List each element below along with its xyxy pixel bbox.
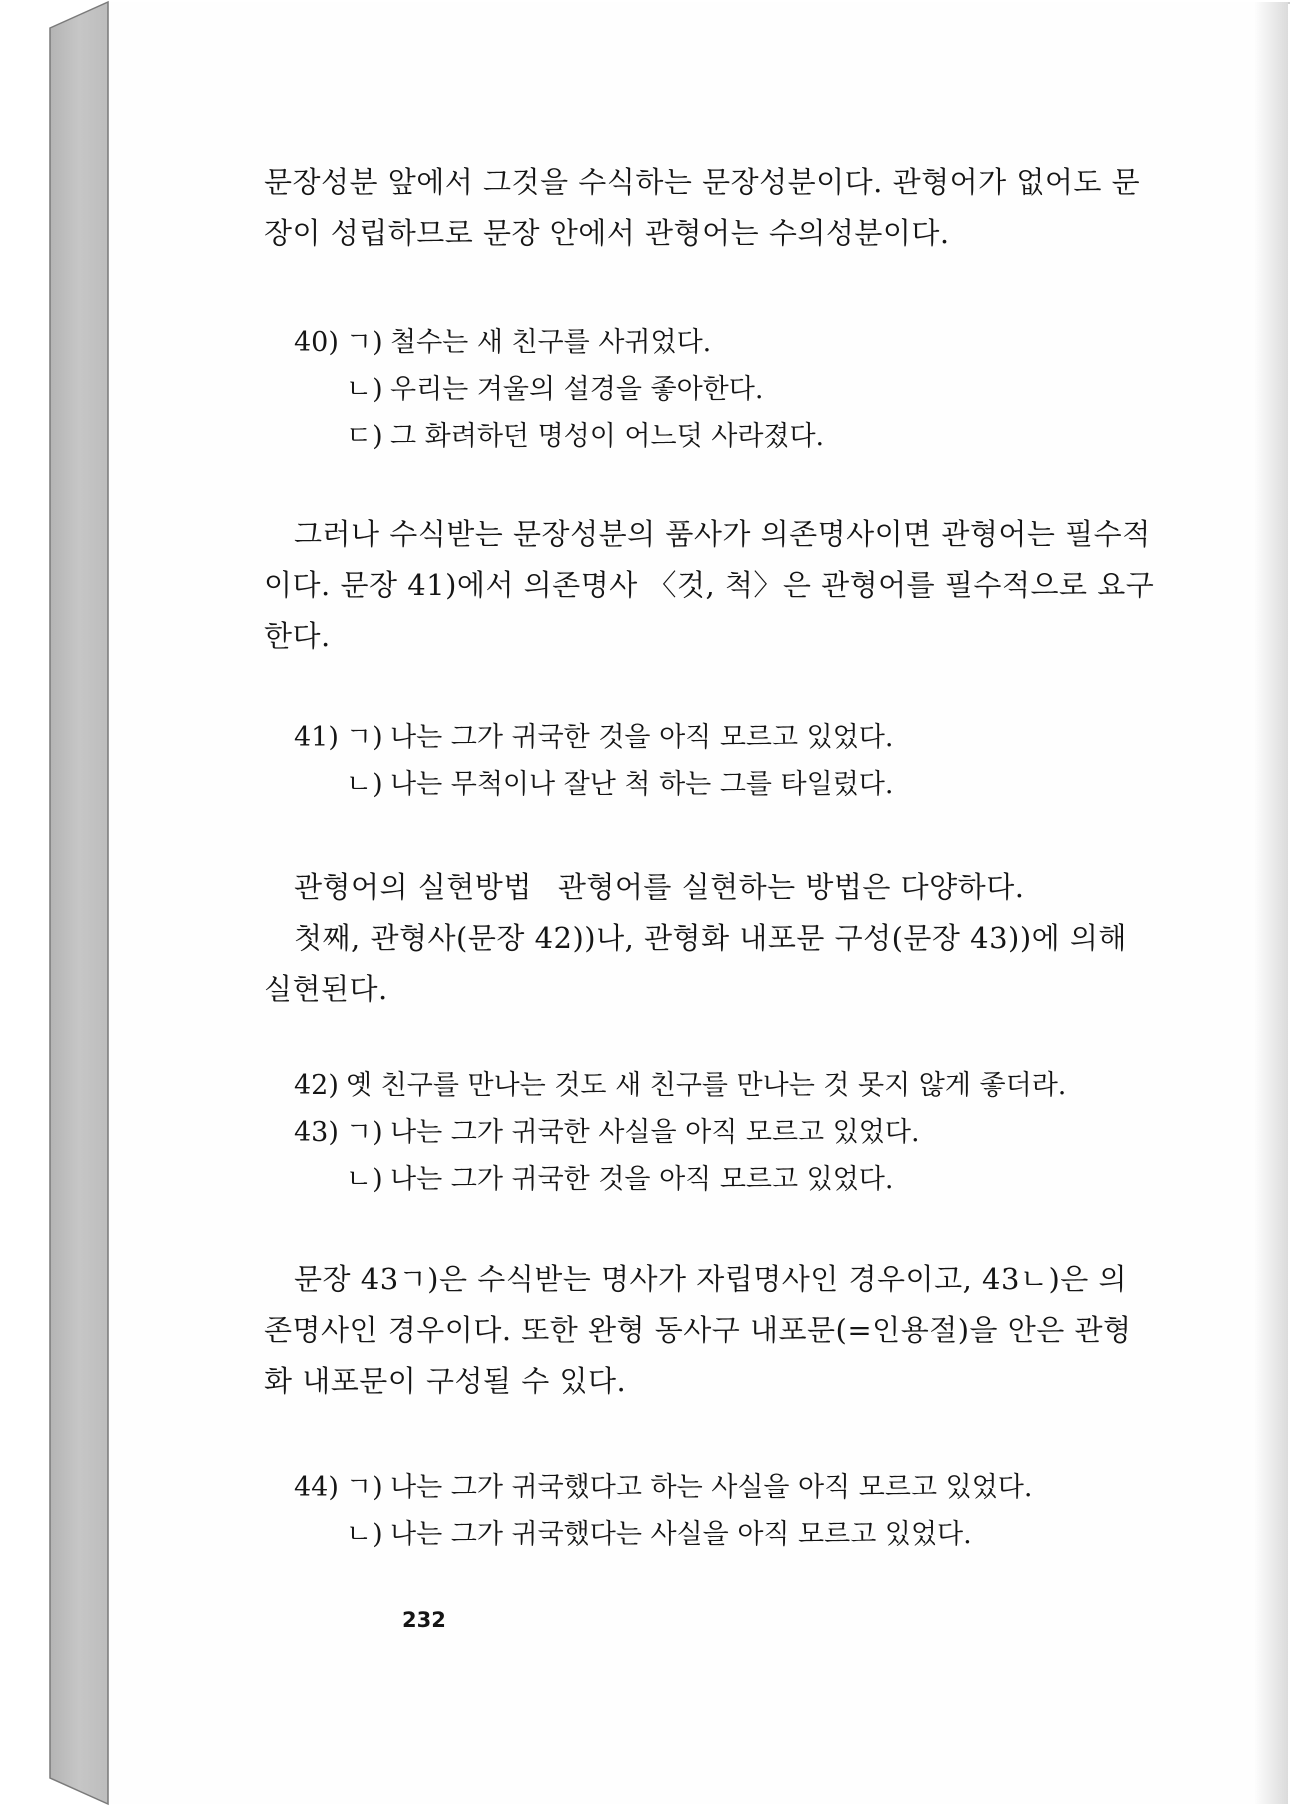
example-item <box>294 1109 1066 1156</box>
paragraph-3 <box>264 862 1179 1015</box>
example-text: 옛 친구를 만나는 것도 새 친구를 만나는 것 못지 않게 좋더라. <box>346 1070 1067 1101</box>
section-term: 관형어의 실현방법 <box>294 870 532 904</box>
paragraph-line: 화 내포문이 구성될 수 있다. <box>264 1364 627 1398</box>
page-edge-shadow <box>1254 2 1288 1804</box>
paragraph-line: 문장성분 앞에서 그것을 수식하는 문장성분이다. 관형어가 없어도 문 <box>264 165 1141 199</box>
item-marker: ㄱ) <box>346 1472 383 1503</box>
section-heading-line <box>264 862 1179 913</box>
example-number: 42) <box>294 1070 339 1101</box>
example-41 <box>294 714 893 808</box>
example-42-43 <box>294 1062 1066 1203</box>
example-item <box>294 319 824 366</box>
paragraph-line: 첫째, 관형사(문장 42))나, 관형화 내포문 구성(문장 43))에 의해 <box>294 921 1127 955</box>
example-item <box>294 1156 1066 1203</box>
paragraph-1 <box>264 157 1179 259</box>
example-44 <box>294 1464 1032 1558</box>
item-marker: ㄱ) <box>346 722 383 753</box>
paragraph-2 <box>264 509 1179 662</box>
section-term-text: 관형어를 실현하는 방법은 다양하다. <box>557 870 1025 904</box>
example-text: 철수는 새 친구를 사귀었다. <box>390 327 712 358</box>
example-item <box>294 1062 1066 1109</box>
example-item <box>294 1511 1032 1558</box>
paragraph-4 <box>264 1254 1179 1407</box>
item-marker: ㄱ) <box>346 1117 383 1148</box>
example-text: 우리는 겨울의 설경을 좋아한다. <box>390 374 764 405</box>
item-marker: ㄴ) <box>346 769 383 800</box>
example-number: 44) <box>294 1472 339 1503</box>
example-number: 40) <box>294 327 339 358</box>
paragraph-line: 그러나 수식받는 문장성분의 품사가 의존명사이면 관형어는 필수적 <box>294 517 1151 551</box>
example-item <box>294 1464 1032 1511</box>
paragraph-line: 이다. 문장 41)에서 의존명사 〈것, 척〉은 관형어를 필수적으로 요구 <box>264 568 1155 602</box>
example-text: 나는 그가 귀국한 사실을 아직 모르고 있었다. <box>390 1117 920 1148</box>
example-text: 그 화려하던 명성이 어느덧 사라졌다. <box>390 421 825 452</box>
paragraph-line: 실현된다. <box>264 972 388 1006</box>
paragraph-line: 존명사인 경우이다. 또한 완형 동사구 내포문(=인용절)을 안은 관형 <box>264 1313 1132 1347</box>
item-marker: ㄴ) <box>346 1519 383 1550</box>
paragraph-line: 한다. <box>264 619 331 653</box>
item-marker: ㄱ) <box>346 327 383 358</box>
book-page <box>108 2 1288 1804</box>
page-number: 232 <box>402 1608 446 1632</box>
example-item <box>294 714 893 761</box>
example-text: 나는 그가 귀국했다고 하는 사실을 아직 모르고 있었다. <box>390 1472 1033 1503</box>
example-text: 나는 그가 귀국한 것을 아직 모르고 있었다. <box>390 1164 894 1195</box>
example-number: 41) <box>294 722 339 753</box>
example-text: 나는 그가 귀국한 것을 아직 모르고 있었다. <box>390 722 894 753</box>
paragraph-line: 문장 43ㄱ)은 수식받는 명사가 자립명사인 경우이고, 43ㄴ)은 의 <box>294 1262 1127 1296</box>
example-text: 나는 무척이나 잘난 척 하는 그를 타일렀다. <box>390 769 894 800</box>
example-number: 43) <box>294 1117 339 1148</box>
paragraph-line: 장이 성립하므로 문장 안에서 관형어는 수의성분이다. <box>264 216 950 250</box>
example-40 <box>294 319 824 460</box>
example-item <box>294 413 824 460</box>
item-marker: ㄷ) <box>346 421 383 452</box>
example-item <box>294 366 824 413</box>
item-marker: ㄴ) <box>346 1164 383 1195</box>
example-text: 나는 그가 귀국했다는 사실을 아직 모르고 있었다. <box>390 1519 972 1550</box>
example-item <box>294 761 893 808</box>
item-marker: ㄴ) <box>346 374 383 405</box>
